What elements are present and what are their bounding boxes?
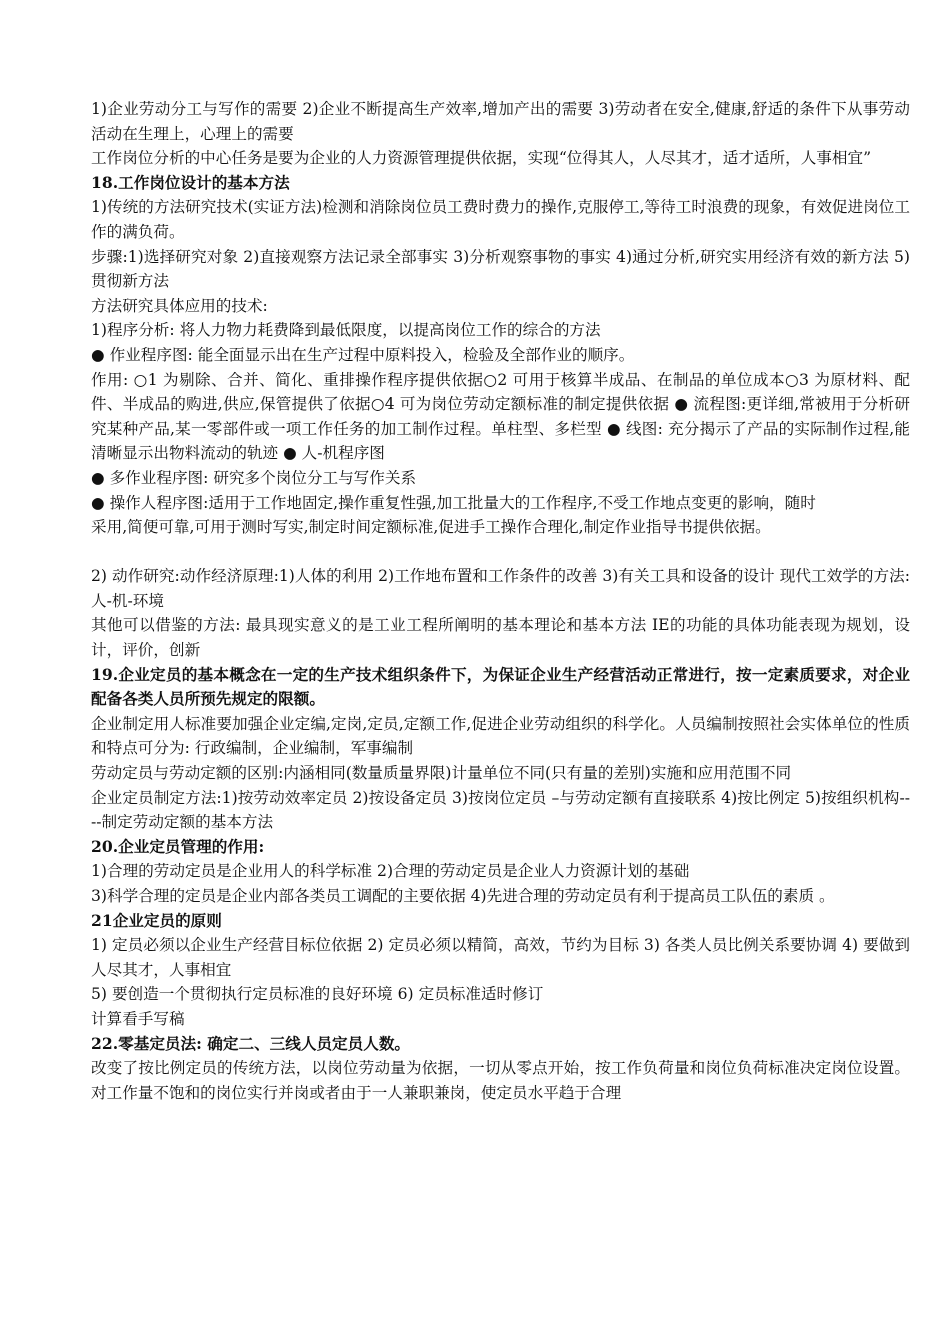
- paragraph-operation-chart: ● 作业程序图: 能全面显示出在生产过程中原料投入，检验及全部作业的顺序。: [91, 345, 635, 364]
- paragraph-division-of-labor: 1)企业劳动分工与写作的需要 2)企业不断提高生产效率,增加产出的需要 3)劳动者在安全,健康,舒适的条件下从事劳动活动在生理上，心理上的需要: [91, 100, 910, 143]
- paragraph-method-techniques: 方法研究具体应用的技术:: [91, 296, 268, 315]
- heading-21: 21企业定员的原则: [91, 910, 222, 930]
- paragraph-other-methods: 其他可以借鉴的方法: 最具现实意义的是工业工程所阐明的基本理论和基本方法 IE的功能的具体功能表现为规划，设计，评价，创新: [91, 616, 910, 660]
- blank-line: [91, 540, 910, 565]
- paragraph-zero-based-staffing: 改变了按比例定员的传统方法，以岗位劳动量为依据，一切从零点开始，按工作负荷量和岗位负荷标准决定岗位设置。对工作量不饱和的岗位实行并岗或者由于一人兼职兼岗，使定员水平趋于合理: [91, 1059, 910, 1102]
- paragraph-principles-5-6: 5) 要创造一个贯彻执行定员标准的良好环境 6) 定员标准适时修订: [91, 985, 544, 1004]
- paragraph-steps: 步骤:1)选择研究对象 2)直接观察方法记录全部事实 3)分析观察事物的事实 4)通过分析,研究实用经济有效的新方法 5) 贯彻新方法: [91, 247, 910, 291]
- paragraph-adoption: 采用,简便可靠,可用于测时写实,制定时间定额标准,促进手工操作合理化,制定作业指导书提供依据。: [91, 518, 771, 537]
- paragraph-staffing-vs-quota: 劳动定员与劳动定额的区别:内涵相同(数量质量界限)计量单位不同(只有量的差别)实施和应用范围不同: [91, 764, 792, 783]
- paragraph-multi-activity-chart: ● 多作业程序图: 研究多个岗位分工与写作关系: [91, 468, 417, 487]
- paragraph-functions: 作用: ○1 为剔除、合并、简化、重排操作程序提供依据○2 可用于核算半成品、在制品的单位成本○3 为原材料、配件、半成品的购进,供应,保管提供了依据○4 可为岗位劳动定额标准的制定提供依据 ● 流程图:更详细,常被用于分析研究某种产品,某一零部件或一项工作任务的加工制作过程。单柱型、多栏型 ● 线图: 充分揭示了产品的实际制作过程,能清晰显示出物料流动的轨迹 ● 人-机程序图: [91, 370, 910, 463]
- paragraph-staffing-standards: 企业制定用人标准要加强企业定编,定岗,定员,定额工作,促进企业劳动组织的科学化。人员编制按照社会实体单位的性质和特点可分为: 行政编制，企业编制，军事编制: [91, 714, 910, 758]
- heading-18: 18.工作岗位设计的基本方法: [91, 172, 290, 192]
- heading-20: 20.企业定员管理的作用:: [91, 836, 265, 856]
- paragraph-motion-study: 2) 动作研究:动作经济原理:1)人体的利用 2)工作地布置和工作条件的改善 3)有关工具和设备的设计 现代工效学的方法: 人-机-环境: [91, 567, 910, 610]
- paragraph-traditional-method: 1)传统的方法研究技术(实证方法)检测和消除岗位员工费时费力的操作,克服停工,等待工时浪费的现象，有效促进岗位工作的满负荷。: [91, 198, 910, 241]
- paragraph-role-1-2: 1)合理的劳动定员是企业用人的科学标准 2)合理的劳动定员是企业人力资源计划的基础: [91, 862, 690, 881]
- paragraph-principles-1-4: 1) 定员必须以企业生产经营目标位依据 2) 定员必须以精简，高效，节约为目标 3) 各类人员比例关系要协调 4) 要做到人尽其才，人事相宜: [91, 936, 910, 979]
- paragraph-operator-chart: ● 操作人程序图:适用于工作地固定,操作重复性强,加工批量大的工作程序,不受工作地点变更的影响，随时: [91, 493, 816, 512]
- paragraph-handwritten-note: 计算看手写稿: [91, 1009, 185, 1028]
- paragraph-staffing-methods: 企业定员制定方法:1)按劳动效率定员 2)按设备定员 3)按岗位定员 –与劳动定额有直接联系 4)按比例定 5)按组织机构----制定劳动定额的基本方法: [91, 788, 910, 832]
- paragraph-role-3-4: 3)科学合理的定员是企业内部各类员工调配的主要依据 4)先进合理的劳动定员有利于提高员工队伍的素质 。: [91, 887, 835, 905]
- paragraph-job-analysis-task: 工作岗位分析的中心任务是要为企业的人力资源管理提供依据，实现“位得其人，人尽其才，适才适所，人事相宜”: [91, 149, 872, 168]
- heading-19: 19.企业定员的基本概念在一定的生产技术组织条件下，为保证企业生产经营活动正常进行，按一定素质要求，对企业配备各类人员所预先规定的限额。: [91, 664, 910, 709]
- paragraph-process-analysis: 1)程序分析: 将人力物力耗费降到最低限度，以提高岗位工作的综合的方法: [91, 321, 601, 340]
- heading-22: 22.零基定员法: 确定二、三线人员定员人数。: [91, 1033, 411, 1053]
